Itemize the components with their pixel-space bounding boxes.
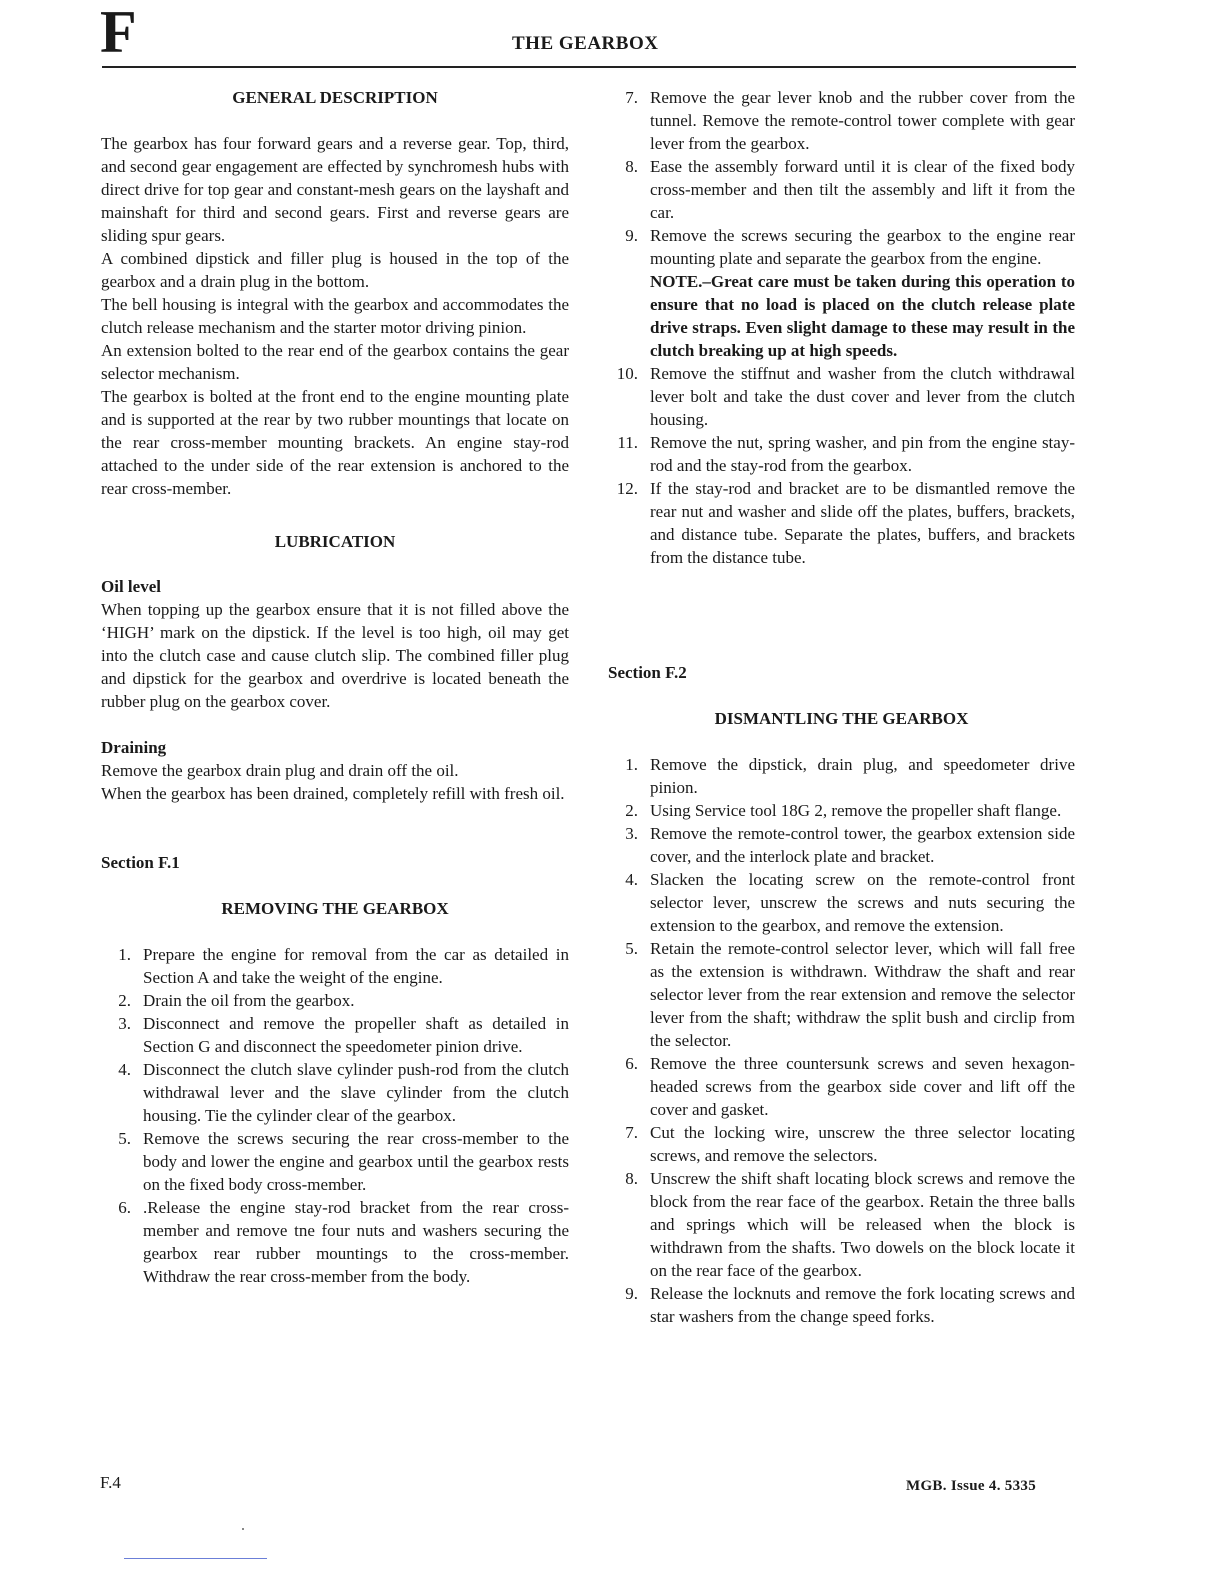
list-item: [608, 1121, 1075, 1167]
list-item: [608, 431, 1075, 477]
step-number: 10.: [616, 364, 638, 383]
step-text: Remove the remote-control tower, the gearbox extension side cover, and the interlock plate and bracket.: [650, 824, 1075, 866]
step-text: Disconnect the clutch slave cylinder push-rod from the clutch withdrawal lever and the slave cylinder from the clutch housing. Tie the cylinder clear of the gearbox.: [143, 1060, 569, 1125]
step-text: Remove the stiffnut and washer from the clutch withdrawal lever bolt and take the dust cover and lever from the clutch housing.: [650, 364, 1075, 429]
section-letter: F: [100, 0, 137, 65]
step-text: Remove the gear lever knob and the rubber cover from the tunnel. Remove the remote-control tower complete with gear lever from the gearbox.: [650, 88, 1075, 153]
step-number: 8.: [625, 157, 638, 176]
list-item: [608, 1052, 1075, 1121]
list-item: [608, 799, 1075, 822]
list-item: [608, 1167, 1075, 1282]
step-number: 3.: [118, 1014, 131, 1033]
step-text: Release the locknuts and remove the fork locating screws and star washers from the change speed forks.: [650, 1284, 1075, 1326]
step-number: 11.: [617, 433, 638, 452]
step-number: 7.: [625, 88, 638, 107]
step-number: 12.: [616, 479, 638, 498]
step-text: Remove the screws securing the gearbox to the engine rear mounting plate and separate the gearbox from the engine.: [650, 226, 1075, 268]
step-text: Disconnect and remove the propeller shaft as detailed in Section G and disconnect the speedometer pinion drive.: [143, 1014, 569, 1056]
list-item: [608, 822, 1075, 868]
list-item: [608, 477, 1075, 569]
list-item: [101, 989, 569, 1012]
step-text: Using Service tool 18G 2, remove the propeller shaft flange.: [650, 801, 1062, 820]
right-column: [608, 86, 1075, 1328]
issue-reference: MGB. Issue 4. 5335: [906, 1478, 1036, 1494]
step-number: 2.: [625, 801, 638, 820]
step-number: 4.: [625, 870, 638, 889]
list-item: [608, 868, 1075, 937]
list-item: [608, 937, 1075, 1052]
step-text: Prepare the engine for removal from the car as detailed in Section A and take the weight of the engine.: [143, 945, 569, 987]
step-number: 6.: [625, 1054, 638, 1073]
step-text: .Release the engine stay-rod bracket from the rear cross-member and remove tne four nuts and washers securing the gearbox rear rubber mountings to the cross-member. Withdraw the rear cross-member from the body.: [143, 1198, 569, 1286]
list-item: [608, 362, 1075, 431]
section-f2-label: Section F.2: [608, 663, 687, 682]
scan-artifact-line: [124, 1558, 267, 1559]
step-text: Cut the locking wire, unscrew the three selector locating screws, and remove the selectors.: [650, 1123, 1075, 1165]
oil-level-text: When topping up the gearbox ensure that it is not filled above the ‘HIGH’ mark on the dipstick. If the level is too high, oil may get into the clutch case and cause clutch slip. The combined filler plug and dipstick for the gearbox and overdrive is located beneath the rubber plug on the gearbox cover.: [101, 600, 569, 711]
list-item: [608, 86, 1075, 155]
removing-steps-continued: [608, 86, 1075, 569]
list-item: [608, 224, 1075, 362]
general-paragraph: An extension bolted to the rear end of the gearbox contains the gear selector mechanism.: [101, 341, 569, 383]
general-paragraph: The gearbox is bolted at the front end to the engine mounting plate and is supported at the rear by two rubber mountings that locate on the rear cross-member mounting brackets. An engine stay-rod attached to the under side of the rear extension is anchored to the rear cross-member.: [101, 387, 569, 498]
general-paragraph: A combined dipstick and filler plug is housed in the top of the gearbox and a drain plug in the bottom.: [101, 249, 569, 291]
step-number: 1.: [625, 755, 638, 774]
left-column: [101, 86, 569, 1288]
list-item: [101, 1058, 569, 1127]
removing-steps-list: [101, 943, 569, 1288]
step-text: Retain the remote-control selector lever, which will fall free as the extension is withdrawn. Withdraw the shaft and rear selector lever from the rear extension and remove the selector lever from the shaft; withdraw the split bush and circlip from the selector.: [650, 939, 1075, 1050]
step-number: 9.: [625, 1284, 638, 1303]
draining-line: Remove the gearbox drain plug and drain off the oil.: [101, 761, 459, 780]
oil-level-heading: Oil level: [101, 577, 161, 596]
step-text: Remove the screws securing the rear cross-member to the body and lower the engine and gearbox until the gearbox rests on the fixed body cross-member.: [143, 1129, 569, 1194]
header-rule: [102, 66, 1076, 68]
list-item: [608, 1282, 1075, 1328]
lubrication-heading: LUBRICATION: [274, 532, 396, 551]
step-number: 3.: [625, 824, 638, 843]
step-text: Unscrew the shift shaft locating block screws and remove the block from the rear face of the gearbox. Retain the three balls and springs which will be released when the block is withdrawn from the shafts. Two dowels on the block locate it on the rear face of the gearbox.: [650, 1169, 1075, 1280]
step-text: Slacken the locating screw on the remote-control front selector lever, unscrew the screws and nuts securing the extension to the gearbox, and remove the extension.: [650, 870, 1075, 935]
list-item: [101, 943, 569, 989]
general-paragraph: The bell housing is integral with the gearbox and accommodates the clutch release mechanism and the starter motor driving pinion.: [101, 295, 569, 337]
step-text: Remove the nut, spring washer, and pin from the engine stay-rod and the stay-rod from the gearbox.: [650, 433, 1075, 475]
draining-line: When the gearbox has been drained, completely refill with fresh oil.: [101, 784, 565, 803]
step-number: 5.: [625, 939, 638, 958]
step-number: 2.: [118, 991, 131, 1010]
list-item: [608, 155, 1075, 224]
dismantling-heading: DISMANTLING THE GEARBOX: [714, 709, 969, 728]
list-item: [101, 1196, 569, 1288]
step-text: If the stay-rod and bracket are to be dismantled remove the rear nut and washer and slide off the plates, buffers, brackets, and distance tube. Separate the plates, buffers, and brackets from the distance tube.: [650, 479, 1075, 567]
step-number: 4.: [118, 1060, 131, 1079]
general-paragraph: The gearbox has four forward gears and a reverse gear. Top, third, and second gear engagement are effected by synchromesh hubs with direct drive for top gear and constant-mesh gears on the layshaft and mainshaft for third and second gears. First and reverse gears are sliding spur gears.: [101, 134, 569, 245]
warning-note: NOTE.–Great care must be taken during this operation to ensure that no load is placed on the clutch release plate drive straps. Even slight damage to these may result in the clutch breaking up at high speeds.: [650, 272, 1075, 360]
step-text: Ease the assembly forward until it is clear of the fixed body cross-member and then tilt the assembly and lift it from the car.: [650, 157, 1075, 222]
step-text: Remove the three countersunk screws and seven hexagon-headed screws from the gearbox side cover and lift off the cover and gasket.: [650, 1054, 1075, 1119]
section-f1-label: Section F.1: [101, 853, 180, 872]
step-number: 9.: [625, 226, 638, 245]
step-number: 7.: [625, 1123, 638, 1142]
list-item: [608, 753, 1075, 799]
step-number: 6.: [118, 1198, 131, 1217]
list-item: [101, 1012, 569, 1058]
list-item: [101, 1127, 569, 1196]
page-number: F.4: [100, 1473, 121, 1492]
step-number: 1.: [118, 945, 131, 964]
step-text: Drain the oil from the gearbox.: [143, 991, 355, 1010]
step-number: 8.: [625, 1169, 638, 1188]
general-description-heading: GENERAL DESCRIPTION: [232, 88, 438, 107]
draining-heading: Draining: [101, 738, 167, 757]
removing-heading: REMOVING THE GEARBOX: [221, 899, 449, 918]
scan-speck: [242, 1528, 244, 1530]
step-text: Remove the dipstick, drain plug, and speedometer drive pinion.: [650, 755, 1075, 797]
step-number: 5.: [118, 1129, 131, 1148]
dismantling-steps-list: [608, 753, 1075, 1328]
page-title: THE GEARBOX: [512, 33, 659, 54]
